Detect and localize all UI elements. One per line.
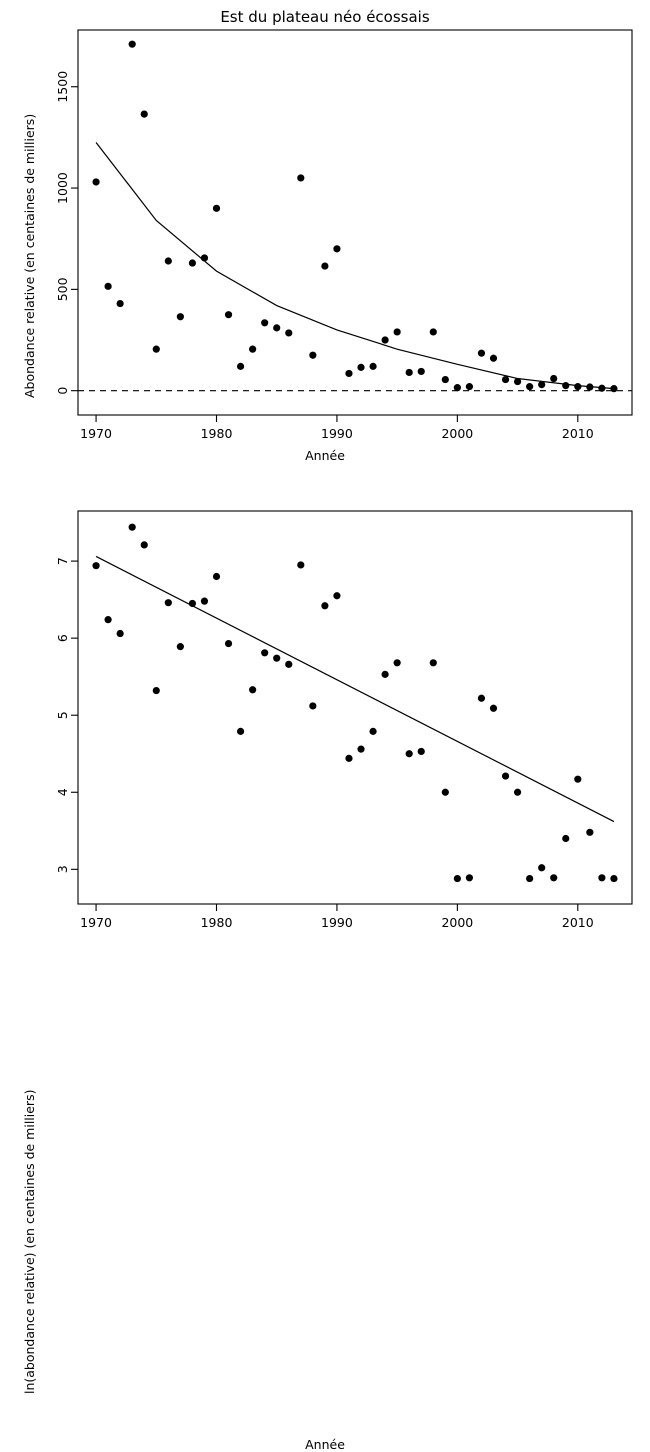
data-point: [309, 702, 316, 709]
data-point: [345, 755, 352, 762]
data-point: [129, 41, 136, 48]
fitted-curve: [96, 142, 614, 388]
data-point: [92, 178, 99, 185]
data-point: [369, 728, 376, 735]
data-point: [92, 562, 99, 569]
data-point: [237, 363, 244, 370]
data-point: [369, 363, 376, 370]
data-point: [345, 370, 352, 377]
plot-area-top: [0, 0, 650, 489]
data-point: [273, 655, 280, 662]
x-axis-label-top: Année: [305, 448, 345, 463]
data-point: [333, 592, 340, 599]
data-point: [273, 324, 280, 331]
data-point: [526, 875, 533, 882]
data-point: [357, 364, 364, 371]
data-point: [502, 376, 509, 383]
svg-text:3: 3: [55, 865, 70, 874]
data-point: [418, 748, 425, 755]
data-point: [394, 328, 401, 335]
data-point: [418, 368, 425, 375]
plot-box: [78, 511, 632, 904]
y-axis-label-bottom: ln(abondance relative) (en centaines de milliers): [22, 1089, 37, 1394]
data-point: [586, 829, 593, 836]
data-point: [550, 874, 557, 881]
data-point: [165, 599, 172, 606]
svg-text:2010: 2010: [561, 915, 594, 930]
svg-text:1990: 1990: [321, 426, 353, 441]
data-point: [538, 864, 545, 871]
data-point: [406, 369, 413, 376]
svg-text:1500: 1500: [55, 70, 70, 103]
data-point: [502, 772, 509, 779]
svg-text:500: 500: [55, 277, 70, 302]
data-point: [249, 686, 256, 693]
data-point: [213, 205, 220, 212]
svg-text:0: 0: [55, 386, 70, 395]
data-point: [382, 671, 389, 678]
data-point: [490, 705, 497, 712]
svg-text:2000: 2000: [441, 915, 474, 930]
data-point: [394, 659, 401, 666]
data-point: [430, 659, 437, 666]
data-point: [177, 313, 184, 320]
data-point: [442, 789, 449, 796]
data-point: [466, 874, 473, 881]
svg-text:5: 5: [55, 711, 70, 720]
data-point: [225, 640, 232, 647]
data-point: [165, 257, 172, 264]
data-point: [105, 283, 112, 290]
x-axis-label-bottom: Année: [305, 1437, 345, 1452]
data-point: [598, 874, 605, 881]
svg-text:6: 6: [55, 634, 70, 643]
svg-text:2000: 2000: [441, 426, 474, 441]
svg-text:1990: 1990: [321, 915, 353, 930]
plot-box: [78, 30, 632, 415]
svg-text:1980: 1980: [200, 915, 233, 930]
data-point: [478, 695, 485, 702]
data-point: [237, 728, 244, 735]
data-point: [574, 776, 581, 783]
data-point: [285, 329, 292, 336]
svg-text:1000: 1000: [55, 172, 70, 204]
data-point: [117, 630, 124, 637]
data-point: [297, 174, 304, 181]
chart-panel-bottom: [0, 489, 650, 1452]
data-point: [129, 524, 136, 531]
data-point: [490, 355, 497, 362]
data-point: [526, 383, 533, 390]
svg-text:2010: 2010: [561, 426, 594, 441]
plot-title: Est du plateau néo écossais: [220, 8, 430, 26]
data-point: [261, 649, 268, 656]
data-point: [213, 573, 220, 580]
svg-text:1970: 1970: [80, 426, 112, 441]
plot-area-bottom: [0, 489, 650, 979]
data-point: [309, 352, 316, 359]
svg-text:1970: 1970: [80, 915, 112, 930]
data-point: [153, 346, 160, 353]
data-point: [454, 384, 461, 391]
svg-text:4: 4: [55, 788, 70, 797]
data-point: [333, 245, 340, 252]
data-point: [514, 789, 521, 796]
data-point: [562, 835, 569, 842]
data-point: [430, 328, 437, 335]
svg-text:1980: 1980: [200, 426, 233, 441]
data-point: [478, 350, 485, 357]
data-point: [141, 110, 148, 117]
data-point: [357, 746, 364, 753]
data-point: [321, 262, 328, 269]
data-point: [285, 661, 292, 668]
data-point: [550, 375, 557, 382]
data-point: [610, 875, 617, 882]
data-point: [105, 616, 112, 623]
data-point: [297, 561, 304, 568]
data-point: [261, 319, 268, 326]
data-point: [321, 602, 328, 609]
data-point: [574, 383, 581, 390]
data-point: [117, 300, 124, 307]
data-point: [406, 750, 413, 757]
svg-text:7: 7: [55, 557, 70, 566]
data-point: [153, 687, 160, 694]
data-point: [141, 541, 148, 548]
data-point: [382, 336, 389, 343]
data-point: [201, 598, 208, 605]
fitted-curve: [96, 556, 614, 821]
data-point: [189, 259, 196, 266]
data-point: [225, 311, 232, 318]
data-point: [466, 383, 473, 390]
data-point: [562, 382, 569, 389]
data-point: [177, 643, 184, 650]
data-point: [442, 376, 449, 383]
chart-panel-top: [0, 0, 650, 489]
y-axis-label-top: Abondance relative (en centaines de milliers): [22, 113, 37, 398]
data-point: [249, 346, 256, 353]
data-point: [454, 875, 461, 882]
